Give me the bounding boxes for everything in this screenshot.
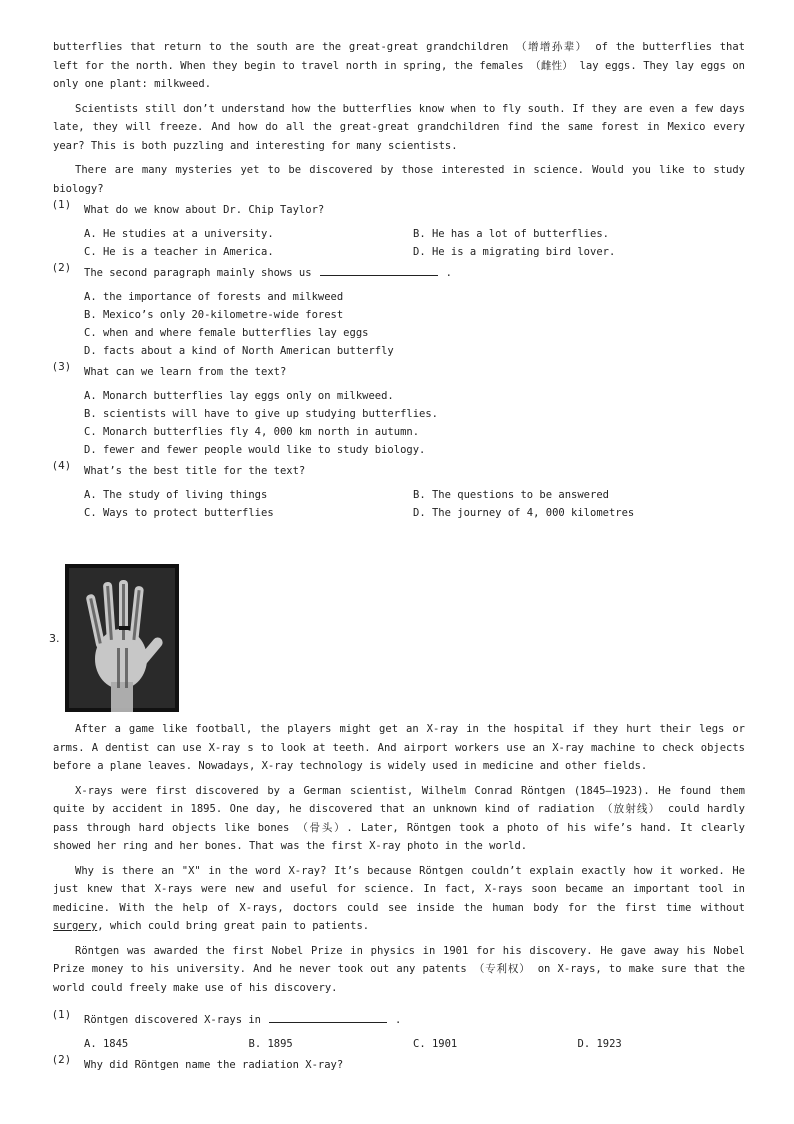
question-number: (2) xyxy=(53,1054,71,1066)
option-b[interactable]: B. scientists will have to give up studying butterflies. xyxy=(84,408,439,420)
option-c[interactable]: C. when and where female butterflies lay eggs xyxy=(84,327,369,339)
options xyxy=(53,225,745,261)
question-text: What can we learn from the text? xyxy=(84,366,287,378)
options xyxy=(53,1035,745,1053)
question: (1) Röntgen discovered X-rays in . xyxy=(53,1011,745,1029)
option-c[interactable]: C. Ways to protect butterflies xyxy=(84,507,274,519)
question-text: What’s the best title for the text? xyxy=(84,465,306,477)
option-a[interactable]: A. The study of living things xyxy=(84,489,268,501)
option-b[interactable]: B. The questions to be answered xyxy=(413,489,609,501)
question-number: (3) xyxy=(53,361,71,373)
passage-paragraph: Why is there an "X" in the word X-ray? It’s because Röntgen couldn’t explain exactly how it worked. He just knew that X-rays were new and useful for science. In fact, X-rays soon became an important tool in medicine. With the help of X-rays, doctors could see inside the human body for the first time without surgery, which could bring great pain to patients. xyxy=(53,864,745,932)
option-c[interactable]: C. Monarch butterflies fly 4, 000 km north in autumn. xyxy=(84,426,420,438)
question xyxy=(53,1056,745,1074)
option-d[interactable]: D. He is a migrating bird lover. xyxy=(413,246,616,258)
option-d[interactable]: D. facts about a kind of North American butterfly xyxy=(84,345,394,357)
question: (2) The second paragraph mainly shows us . xyxy=(53,264,745,282)
question-number: (1) xyxy=(53,199,71,211)
option-b[interactable]: B. Mexico’s only 20-kilometre-wide forest xyxy=(84,309,344,321)
question xyxy=(53,363,745,381)
question-text: Why did Röntgen name the radiation X-ray? xyxy=(84,1059,344,1071)
answer-blank[interactable] xyxy=(320,265,438,276)
option-a[interactable]: A. 1845 xyxy=(84,1038,129,1050)
passage-paragraph: butterflies that return to the south are the great-great grandchildren （增增孙辈） of the butterflies that left for the north. When they begin to travel north in spring, the females （雌性） lay eggs. They lay eggs on only one plant: milkweed. xyxy=(53,41,745,90)
question-number: (2) xyxy=(53,262,71,274)
question-text: Röntgen discovered X-rays in xyxy=(84,1014,262,1026)
question-text: What do we know about Dr. Chip Taylor? xyxy=(84,204,325,216)
option-b[interactable]: B. 1895 xyxy=(248,1038,293,1050)
underlined-word: surgery xyxy=(53,920,98,932)
page xyxy=(49,38,745,1074)
xray-hand-image xyxy=(65,564,179,712)
passage-paragraph: Scientists still don’t understand how the butterflies know when to fly south. If they are even a few days late, they will freeze. And how do all the great-great grandchildren find the same forest in Mexico every year? This is both puzzling and interesting for many scientists. xyxy=(53,102,745,152)
answer-blank[interactable] xyxy=(269,1012,387,1023)
option-d[interactable]: D. 1923 xyxy=(577,1038,622,1050)
question xyxy=(53,201,745,219)
passage-paragraph: Röntgen was awarded the first Nobel Prize in physics in 1901 for his discovery. He gave away his Nobel Prize money to his university. And he never took out any patents （专利权） on X-rays, to make sure that the world could freely make use of his discovery. xyxy=(53,944,745,994)
question-number: (1) xyxy=(53,1009,71,1021)
option-d[interactable]: D. The journey of 4, 000 kilometres xyxy=(413,507,635,519)
section-3-header xyxy=(49,564,745,712)
option-c[interactable]: C. He is a teacher in America. xyxy=(84,246,274,258)
option-b[interactable]: B. He has a lot of butterflies. xyxy=(413,228,609,240)
question-text: The second paragraph mainly shows us xyxy=(84,267,312,279)
options xyxy=(53,486,745,522)
passage-paragraph: There are many mysteries yet to be discovered by those interested in science. Would you like to study biology? xyxy=(53,164,745,195)
question xyxy=(53,462,745,480)
section-number: 3. xyxy=(49,631,60,645)
option-a[interactable]: A. Monarch butterflies lay eggs only on milkweed. xyxy=(84,390,394,402)
option-c[interactable]: C. 1901 xyxy=(413,1038,458,1050)
passage-paragraph: X-rays were first discovered by a German scientist, Wilhelm Conrad Röntgen (1845—1923). He found them quite by accident in 1895. One day, he discovered that an unknown kind of radiation （放射线） could hardly pass through hard objects like bones （骨头）. Later, Röntgen took a photo of his wife’s hand. It clearly showed her ring and her bones. That was the first X-ray photo in the world. xyxy=(53,784,745,852)
passage-paragraph: After a game like football, the players might get an X-ray in the hospital if they hurt their legs or arms. A dentist can use X-ray s to look at teeth. And airport workers use an X-ray machine to check objects before a plane leaves. Nowadays, X-ray technology is widely used in medicine and other fields. xyxy=(53,723,745,772)
question-number: (4) xyxy=(53,460,71,472)
option-a[interactable]: A. He studies at a university. xyxy=(84,228,274,240)
options xyxy=(53,387,745,459)
options xyxy=(53,288,745,360)
option-d[interactable]: D. fewer and fewer people would like to study biology. xyxy=(84,444,426,456)
option-a[interactable]: A. the importance of forests and milkweed xyxy=(84,291,344,303)
